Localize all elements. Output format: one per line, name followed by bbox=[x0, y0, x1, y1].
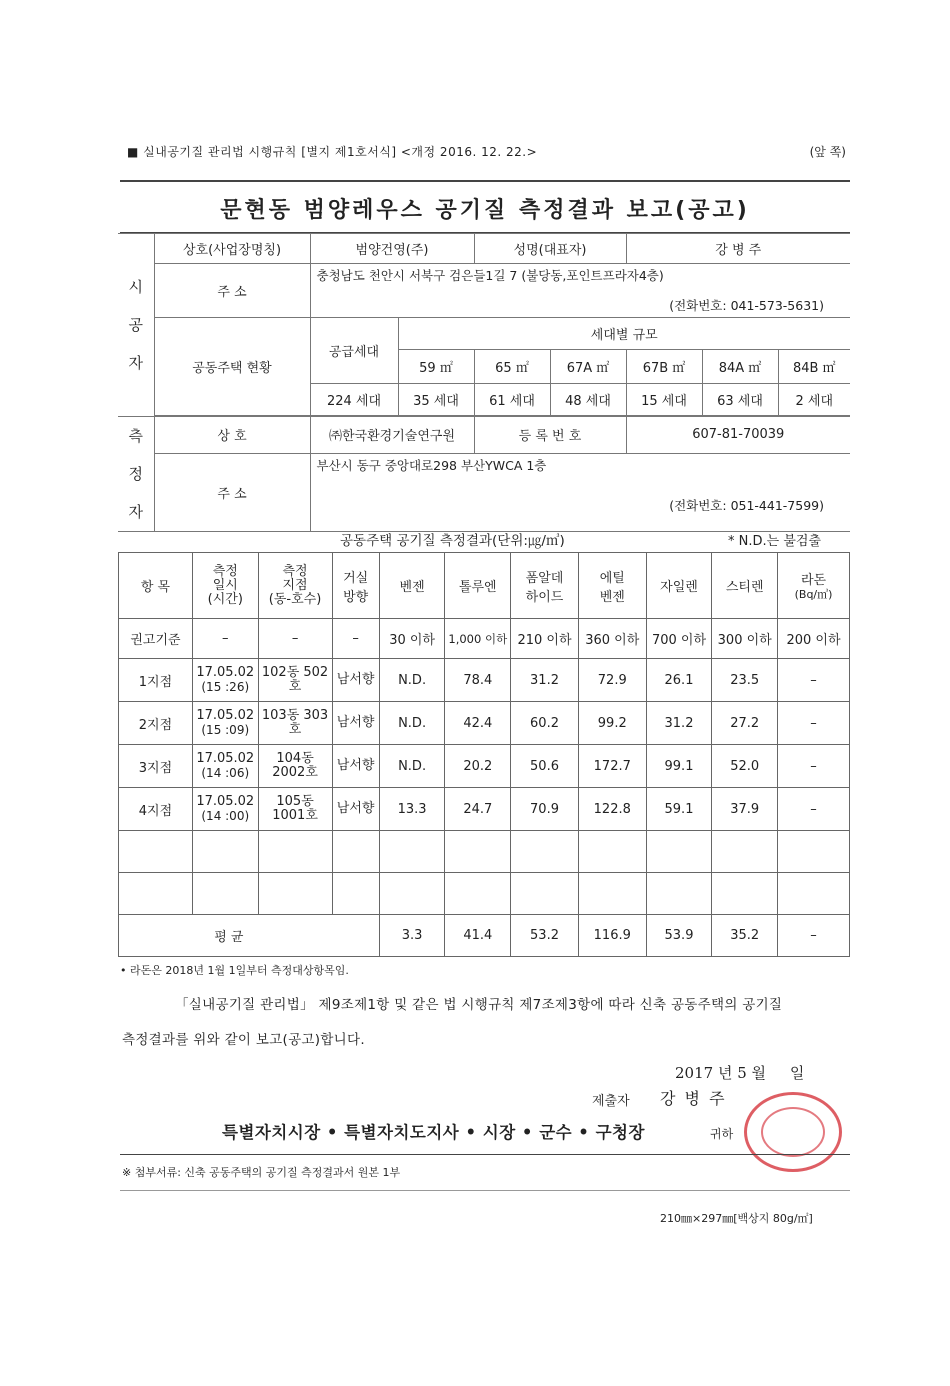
measurer-side-label bbox=[118, 417, 154, 532]
header-direction bbox=[332, 553, 379, 619]
value-cell: – bbox=[778, 702, 850, 745]
direction-cell: 남서향 bbox=[332, 745, 379, 788]
datetime-cell bbox=[192, 788, 258, 831]
value-cell: 52.0 bbox=[712, 745, 778, 788]
header-line: 측정 bbox=[212, 563, 238, 579]
side-char: 자 bbox=[128, 354, 143, 372]
header-formaldehyde bbox=[511, 553, 579, 619]
header-xylene: 자일렌 bbox=[646, 553, 712, 619]
location-cell: 104동 2002호 bbox=[258, 745, 332, 788]
header-line: 측정 bbox=[282, 563, 308, 579]
recipient: 특별자치시장 • 특별자치도지사 • 시장 • 군수 • 구청장 bbox=[222, 1123, 645, 1142]
unit-count: 15 세대 bbox=[626, 384, 702, 416]
value-cell: 59.1 bbox=[646, 788, 712, 831]
value-cell: 31.2 bbox=[511, 659, 579, 702]
submitter-name: 강 병 주 bbox=[660, 1089, 727, 1108]
value-cell: 23.5 bbox=[712, 659, 778, 702]
value-cell: 37.9 bbox=[712, 788, 778, 831]
standard-cell: 300 이하 bbox=[712, 619, 778, 659]
address-value: 충청남도 천안시 서북구 검은들1길 7 (불당동,포인트프라자4층) bbox=[316, 268, 664, 283]
measure-date: 17.05.02 bbox=[196, 708, 255, 723]
unit-type: 84B ㎡ bbox=[778, 350, 850, 384]
measure-time: (15 :09) bbox=[201, 723, 250, 737]
value-cell: 42.4 bbox=[445, 702, 511, 745]
unit-type: 65 ㎡ bbox=[474, 350, 550, 384]
side-char: 자 bbox=[128, 503, 143, 521]
value-cell: – bbox=[778, 659, 850, 702]
header-line: (시간) bbox=[207, 591, 243, 607]
direction-cell: 남서향 bbox=[332, 659, 379, 702]
point-label: 2지점 bbox=[119, 702, 193, 745]
measurer-company: ㈜한국환경기술연구원 bbox=[310, 417, 474, 454]
average-cell: 53.9 bbox=[646, 915, 712, 957]
datetime-cell bbox=[192, 745, 258, 788]
unit-type: 59 ㎡ bbox=[398, 350, 474, 384]
location-cell: 103동 303호 bbox=[258, 702, 332, 745]
result-row bbox=[119, 788, 850, 831]
standard-cell: 30 이하 bbox=[379, 619, 445, 659]
statement-line-2: 측정결과를 위와 같이 보고(공고)합니다. bbox=[122, 1032, 365, 1048]
rep-value: 강 병 주 bbox=[626, 234, 850, 264]
average-cell: – bbox=[778, 915, 850, 957]
unit-count: 48 세대 bbox=[550, 384, 626, 416]
value-cell: 122.8 bbox=[578, 788, 646, 831]
supply-total: 224 세대 bbox=[310, 384, 398, 416]
empty-row bbox=[119, 831, 850, 873]
radon-note: • 라돈은 2018년 1월 1일부터 측정대상항목임. bbox=[120, 964, 349, 977]
measure-time: (14 :06) bbox=[201, 766, 250, 780]
point-label: 4지점 bbox=[119, 788, 193, 831]
measurer-phone: (전화번호: 051-441-7599) bbox=[669, 497, 824, 513]
official-seal bbox=[744, 1092, 842, 1172]
measurer-address-label: 주 소 bbox=[154, 453, 310, 531]
header-line: (동-호수) bbox=[268, 591, 322, 607]
result-row bbox=[119, 702, 850, 745]
standard-cell: 1,000 이하 bbox=[445, 619, 511, 659]
submitter-label: 제출자 bbox=[592, 1094, 630, 1109]
unit-type: 84A ㎡ bbox=[702, 350, 778, 384]
point-label: 3지점 bbox=[119, 745, 193, 788]
result-row bbox=[119, 659, 850, 702]
measure-date: 17.05.02 bbox=[196, 794, 255, 809]
value-cell: – bbox=[778, 788, 850, 831]
result-row bbox=[119, 745, 850, 788]
header-item: 항 목 bbox=[119, 553, 193, 619]
value-cell: N.D. bbox=[379, 702, 445, 745]
header-line: 방향 bbox=[343, 589, 369, 605]
company-value: 범양건영(주) bbox=[310, 234, 474, 264]
reg-value: 607-81-70039 bbox=[626, 417, 850, 454]
header-datetime bbox=[192, 553, 258, 619]
company-label: 상호(사업장명칭) bbox=[154, 234, 310, 264]
recipient-suffix: 귀하 bbox=[710, 1127, 734, 1141]
header-line: 라돈 bbox=[800, 573, 827, 588]
datetime-cell bbox=[192, 659, 258, 702]
value-cell: 172.7 bbox=[578, 745, 646, 788]
value-cell: 31.2 bbox=[646, 702, 712, 745]
value-cell: 20.2 bbox=[445, 745, 511, 788]
direction-cell: 남서향 bbox=[332, 788, 379, 831]
average-cell: 3.3 bbox=[379, 915, 445, 957]
header-ethylbenzene bbox=[578, 553, 646, 619]
header-benzene: 벤젠 bbox=[379, 553, 445, 619]
constructor-side-label bbox=[118, 234, 154, 417]
nd-note: * N.D.는 불검출 bbox=[728, 534, 821, 549]
top-rule bbox=[120, 180, 850, 182]
info-table bbox=[118, 233, 850, 532]
measurer-address-cell bbox=[310, 453, 850, 531]
paper-spec: 210㎜×297㎜[백상지 80g/㎡] bbox=[660, 1212, 813, 1225]
document-title: 문현동 범양레우스 공기질 측정결과 보고(공고) bbox=[220, 198, 750, 223]
value-cell: 99.2 bbox=[578, 702, 646, 745]
unit-type: 67A ㎡ bbox=[550, 350, 626, 384]
header-line: 폼알데 bbox=[525, 570, 564, 586]
value-cell: 50.6 bbox=[511, 745, 579, 788]
header-toluene: 톨루엔 bbox=[445, 553, 511, 619]
value-cell: – bbox=[778, 745, 850, 788]
statement-line-1: 「실내공기질 관리법」 제9조제1항 및 같은 법 시행규칙 제7조제3항에 따라 신축 공동주택의 공기질 bbox=[175, 997, 783, 1013]
average-cell: 53.2 bbox=[511, 915, 579, 957]
standard-cell: 210 이하 bbox=[511, 619, 579, 659]
measure-time: (15 :26) bbox=[201, 680, 250, 694]
unit-count: 35 세대 bbox=[398, 384, 474, 416]
average-cell: 41.4 bbox=[445, 915, 511, 957]
value-cell: 70.9 bbox=[511, 788, 579, 831]
unit-count: 61 세대 bbox=[474, 384, 550, 416]
header-line: 일시 bbox=[212, 577, 238, 593]
seal-inner-ring bbox=[761, 1107, 825, 1157]
header-radon bbox=[778, 553, 850, 619]
empty-row bbox=[119, 873, 850, 915]
scale-label: 세대별 규모 bbox=[398, 318, 850, 350]
header-line: 지점 bbox=[282, 577, 308, 593]
value-cell: 78.4 bbox=[445, 659, 511, 702]
side-char: 측 bbox=[128, 427, 143, 445]
average-cell: 35.2 bbox=[712, 915, 778, 957]
header-line: 거실 bbox=[343, 570, 369, 586]
standard-cell: 권고기준 bbox=[119, 619, 193, 659]
header-location bbox=[258, 553, 332, 619]
address-cell bbox=[310, 264, 850, 318]
address-label: 주 소 bbox=[154, 264, 310, 318]
average-cell: 116.9 bbox=[578, 915, 646, 957]
measure-date: 17.05.02 bbox=[196, 751, 255, 766]
value-cell: 26.1 bbox=[646, 659, 712, 702]
rep-label: 성명(대표자) bbox=[474, 234, 626, 264]
value-cell: 99.1 bbox=[646, 745, 712, 788]
standard-row bbox=[119, 619, 850, 659]
value-cell: 27.2 bbox=[712, 702, 778, 745]
standard-cell: – bbox=[332, 619, 379, 659]
footer-rule bbox=[120, 1190, 850, 1191]
standard-cell: 200 이하 bbox=[778, 619, 850, 659]
header-line: 에틸 bbox=[599, 570, 625, 586]
bottom-rule bbox=[120, 1154, 850, 1155]
standard-cell: – bbox=[258, 619, 332, 659]
unit-count: 63 세대 bbox=[702, 384, 778, 416]
average-row bbox=[119, 915, 850, 957]
results-caption: 공동주택 공기질 측정결과(단위:㎍/㎥) bbox=[340, 533, 565, 549]
value-cell: 60.2 bbox=[511, 702, 579, 745]
measure-date: 17.05.02 bbox=[196, 665, 255, 680]
direction-cell: 남서향 bbox=[332, 702, 379, 745]
location-cell: 102동 502호 bbox=[258, 659, 332, 702]
form-reference: ■ 실내공기질 관리법 시행규칙 [별지 제1호서식] <개정 2016. 12. 22.> bbox=[127, 145, 538, 159]
measurer-company-label: 상 호 bbox=[154, 417, 310, 454]
standard-cell: 700 이하 bbox=[646, 619, 712, 659]
measure-time: (14 :00) bbox=[201, 809, 250, 823]
value-cell: 13.3 bbox=[379, 788, 445, 831]
supply-label: 공급세대 bbox=[310, 318, 398, 384]
measurer-address: 부산시 동구 중앙대로298 부산YWCA 1층 bbox=[316, 457, 547, 473]
side-char: 시 bbox=[128, 278, 143, 296]
standard-cell: 360 이하 bbox=[578, 619, 646, 659]
value-cell: 24.7 bbox=[445, 788, 511, 831]
standard-cell: – bbox=[192, 619, 258, 659]
unit-count: 2 세대 bbox=[778, 384, 850, 416]
reg-label: 등 록 번 호 bbox=[474, 417, 626, 454]
attachment-note: ※ 첨부서류: 신축 공동주택의 공기질 측정결과서 원본 1부 bbox=[122, 1166, 401, 1179]
point-label: 1지점 bbox=[119, 659, 193, 702]
header-line: 하이드 bbox=[525, 589, 564, 605]
unit-type: 67B ㎡ bbox=[626, 350, 702, 384]
housing-label: 공동주택 현황 bbox=[154, 318, 310, 416]
value-cell: 72.9 bbox=[578, 659, 646, 702]
average-label: 평 균 bbox=[119, 915, 380, 957]
location-cell: 105동 1001호 bbox=[258, 788, 332, 831]
side-char: 정 bbox=[128, 465, 143, 483]
side-char: 공 bbox=[128, 316, 143, 334]
header-line: (Bq/㎥) bbox=[794, 588, 833, 601]
datetime-cell bbox=[192, 702, 258, 745]
value-cell: N.D. bbox=[379, 659, 445, 702]
header-styrene: 스티렌 bbox=[712, 553, 778, 619]
header-line: 벤젠 bbox=[599, 589, 625, 605]
results-table bbox=[118, 552, 850, 957]
phone-value: (전화번호: 041-573-5631) bbox=[669, 298, 824, 313]
page-side-label: (앞 쪽) bbox=[809, 145, 846, 159]
report-date: 2017 년 5 월 일 bbox=[675, 1064, 805, 1082]
value-cell: N.D. bbox=[379, 745, 445, 788]
